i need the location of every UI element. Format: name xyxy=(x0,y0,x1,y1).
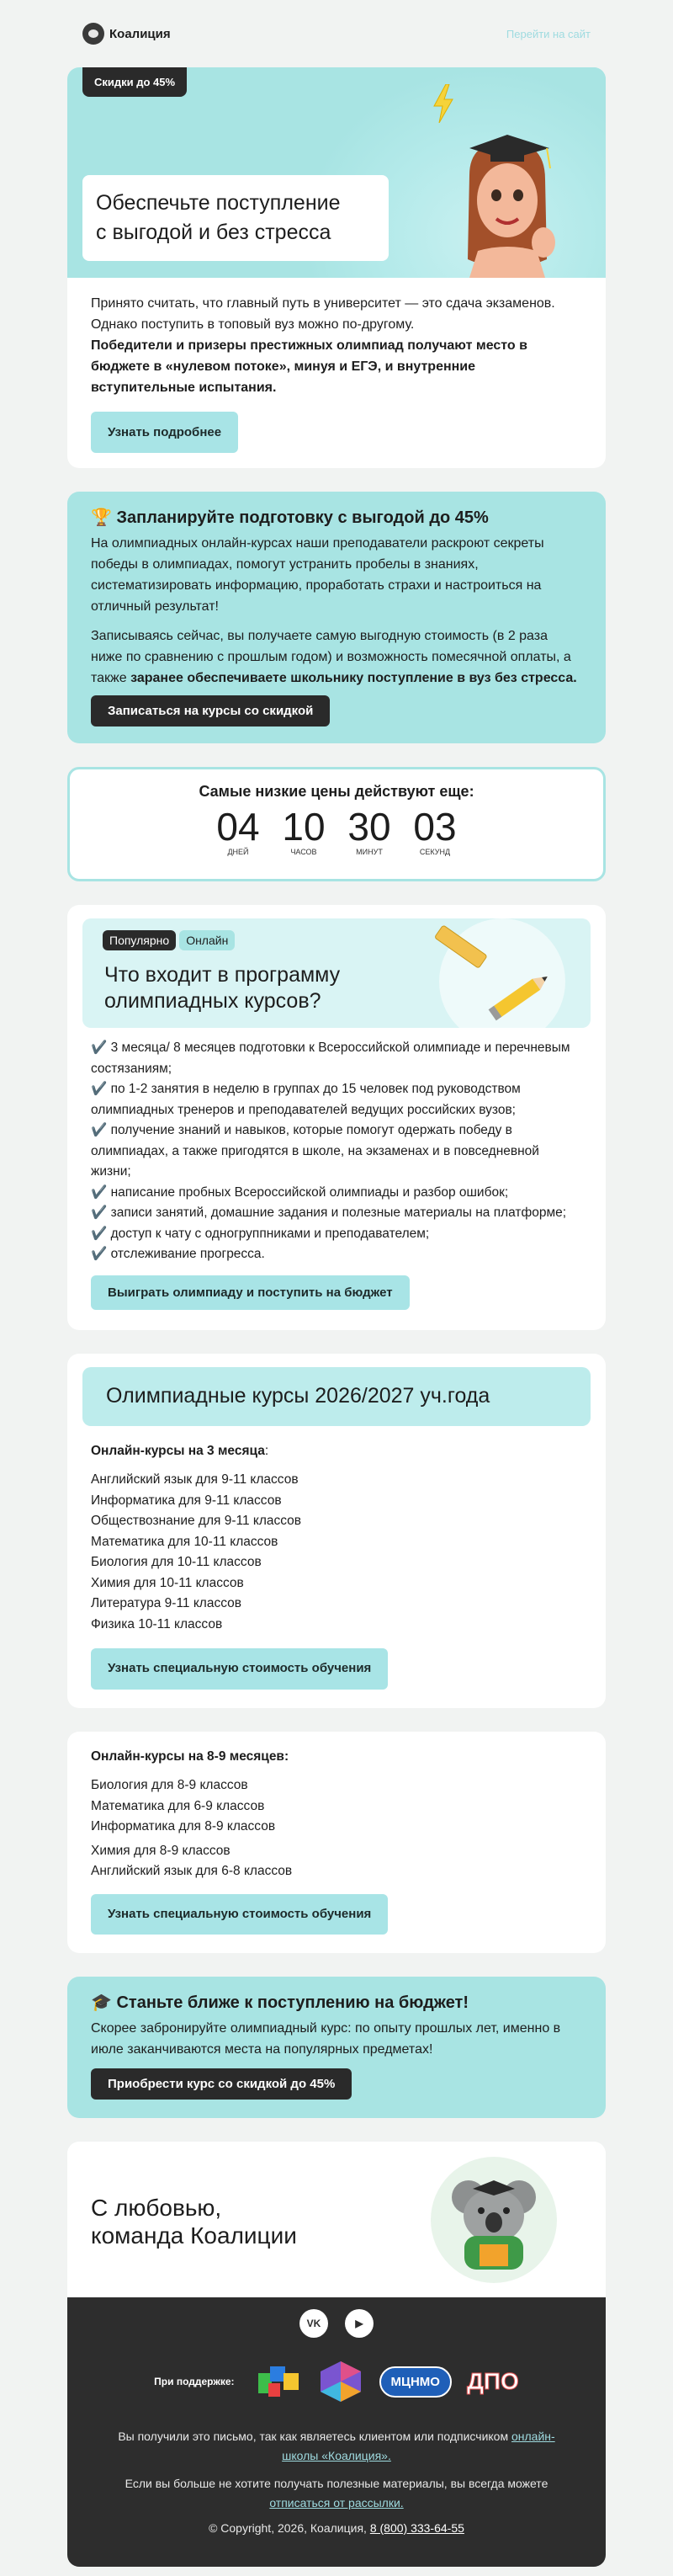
partner-logo-mcnmo: МЦНМО xyxy=(379,2366,452,2398)
special-price-button-3m[interactable]: Узнать специальную стоимость обучения xyxy=(91,1648,388,1690)
program-title-line2: олимпиадных курсов? xyxy=(104,989,321,1013)
course-item: Физика 10-11 классов xyxy=(91,1616,223,1631)
program-header xyxy=(82,918,591,1028)
ruler-icon xyxy=(431,923,490,974)
budget-title: 🎓 Станьте ближе к поступлению на бюджет! xyxy=(91,1993,469,2012)
list-item: ✔️ 3 месяца/ 8 месяцев подготовки к Всероссийской олимпиаде и перечневым состязаниям; xyxy=(91,1041,570,1076)
hero-text xyxy=(67,278,606,468)
hero-card xyxy=(67,67,606,468)
koala-mascot-illustration xyxy=(431,2157,557,2283)
list-item: ✔️ записи занятий, домашние задания и полезные материалы на платформе; xyxy=(91,1206,567,1220)
timer-minutes-label: МИНУТ xyxy=(356,848,383,856)
timer-hours-label: ЧАСОВ xyxy=(290,848,317,856)
list-item: ✔️ написание пробных Всероссийской олимпиады и разбор ошибок; xyxy=(91,1184,509,1200)
popular-tag: Популярно xyxy=(103,930,176,950)
go-to-site-link[interactable]: Перейти на сайт xyxy=(506,27,591,40)
timer-days xyxy=(209,806,268,856)
program-list xyxy=(67,1028,606,1265)
signature-line1: С любовью, xyxy=(91,2195,222,2221)
pencil-icon xyxy=(485,966,560,1025)
courses-3-subtitle xyxy=(91,1441,582,1462)
course-item: Химия для 10-11 классов xyxy=(91,1575,244,1590)
timer-hours xyxy=(274,806,333,856)
list-item: ✔️ отслеживание прогресса. xyxy=(91,1247,265,1261)
budget-card xyxy=(67,1977,606,2118)
list-item: ✔️ доступ к чату с одногруппниками и преподавателем; xyxy=(91,1226,430,1241)
course-item: Литература 9-11 классов xyxy=(91,1596,241,1610)
footer-info xyxy=(67,2427,606,2513)
course-item: Английский язык для 6-8 классов xyxy=(91,1864,293,1878)
signature-line2: команда Коалиции xyxy=(91,2222,297,2249)
course-item: Математика для 6-9 классов xyxy=(91,1798,265,1813)
unsubscribe-link[interactable]: отписаться от рассылки. xyxy=(269,2496,404,2509)
list-item: ✔️ получение знаний и навыков, которые помогут одержать победу в олимпиадах, а также пригодятся в школе, на экзаменах и в повседневной жизни; xyxy=(91,1123,539,1179)
course-item: Биология для 8-9 классов xyxy=(91,1778,248,1792)
koala-icon xyxy=(431,2157,557,2283)
course-item: Обществознание для 9-11 классов xyxy=(91,1514,302,1528)
online-tag: Онлайн xyxy=(179,930,235,950)
koala-logo-icon xyxy=(82,23,104,45)
email-header xyxy=(67,0,606,67)
plan-title: 🏆 Запланируйте подготовку с выгодой до 45% xyxy=(91,508,489,527)
timer-minutes xyxy=(340,806,399,856)
courses-8-subtitle: Онлайн-курсы на 8-9 месяцев: xyxy=(91,1748,289,1764)
discount-badge: Скидки до 45% xyxy=(82,67,187,97)
course-item: Биология для 10-11 классов xyxy=(91,1555,262,1569)
hero-paragraph: Принято считать, что главный путь в университет — это сдача экзаменов. Однако поступить в топовый вуз можно по-другому. xyxy=(91,296,555,332)
learn-more-button[interactable]: Узнать подробнее xyxy=(91,412,238,453)
youtube-icon[interactable]: ▶ xyxy=(345,2309,374,2338)
hero-title xyxy=(82,175,389,261)
footer-text-2: Если вы больше не хотите получать полезные материалы, вы всегда можете xyxy=(125,2477,548,2490)
vk-icon[interactable]: VK xyxy=(299,2309,328,2338)
partner-logo-1 xyxy=(255,2361,302,2402)
enroll-discount-button[interactable]: Записаться на курсы со скидкой xyxy=(91,695,330,726)
copyright xyxy=(67,2521,606,2535)
signature-text xyxy=(91,2194,297,2249)
plan-paragraph-2-bold: заранее обеспечиваете школьнику поступление в вуз без стресса. xyxy=(130,671,577,685)
social-links xyxy=(67,2297,606,2338)
student-avatar-illustration xyxy=(453,116,562,278)
win-olympiad-button[interactable]: Выиграть олимпиаду и поступить на бюджет xyxy=(91,1275,410,1310)
phone-link[interactable]: 8 (800) 333-64-55 xyxy=(369,2521,464,2535)
brand-name: Коалиция xyxy=(109,26,171,41)
hero-paragraph-bold: Победители и призеры престижных олимпиад получают место в бюджете в «нулевом потоке», минуя и ЕГЭ, и внутренние вступительные испытания. xyxy=(91,338,527,395)
email-footer xyxy=(67,2297,606,2567)
plan-paragraph-2: Записываясь сейчас, вы получаете самую выгодную стоимость (в 2 раза ниже по сравнению с прошлым годом) и возможность помесячной оплаты, а также xyxy=(91,629,571,685)
course-item: Математика для 10-11 классов xyxy=(91,1534,278,1549)
signature-card xyxy=(67,2142,606,2297)
course-item: Английский язык для 9-11 классов xyxy=(91,1472,299,1487)
courses-header: Олимпиадные курсы 2026/2027 уч.года xyxy=(82,1367,591,1426)
courses-3-subtitle-colon: : xyxy=(264,1443,269,1458)
list-item: ✔️ по 1-2 занятия в неделю в группах до 15 человек под руководством олимпиадных тренеров и преподавателей ведущих российских вузов; xyxy=(91,1082,521,1117)
partners-label: При поддержке: xyxy=(154,2376,235,2387)
hero-title-line1: Обеспечьте поступление xyxy=(96,191,341,215)
partner-logo-2 xyxy=(317,2360,364,2403)
hero-title-line2: с выгодой и без стресса xyxy=(96,221,331,244)
brand-logo[interactable] xyxy=(82,23,171,45)
timer-seconds-value: 03 xyxy=(413,805,457,849)
partner-logo-dpo: ДПО xyxy=(466,2368,519,2394)
budget-text: Скорее забронируйте олимпиадный курс: по опыту прошлых лет, именно в июле заканчиваются места на популярных предметах! xyxy=(91,2021,561,2057)
program-title-line1: Что входит в программу xyxy=(104,963,341,987)
timer-seconds-label: СЕКУНД xyxy=(419,848,451,856)
timer-days-value: 04 xyxy=(216,805,260,849)
footer-text-1: Вы получили это письмо, так как являетесь клиентом или подписчиком xyxy=(118,2430,511,2443)
course-item: Информатика для 8-9 классов xyxy=(91,1819,276,1834)
timer-seconds xyxy=(405,806,464,856)
course-item: Химия для 8-9 классов xyxy=(91,1843,231,1858)
course-item: Информатика для 9-11 классов xyxy=(91,1493,282,1508)
countdown-timer xyxy=(67,767,606,881)
program-title xyxy=(104,962,340,1014)
hero-banner xyxy=(67,67,606,278)
plan-paragraph-1: На олимпиадных онлайн-курсах наши преподаватели раскроют секреты победы в олимпиадах, помогут устранить пробелы в знаниях, систематизировать информацию, проработать страхи и настроиться на отличный результат! xyxy=(91,536,544,614)
copyright-text: © Copyright, 2026, Коалиция, xyxy=(209,2521,370,2535)
buy-course-button[interactable]: Приобрести курс со скидкой до 45% xyxy=(91,2068,352,2100)
courses-8-months-card xyxy=(67,1732,606,1954)
partners xyxy=(67,2360,606,2403)
courses-3-months-card xyxy=(67,1354,606,1708)
special-price-button-8m[interactable]: Узнать специальную стоимость обучения xyxy=(91,1894,388,1935)
timer-hours-value: 10 xyxy=(282,805,326,849)
timer-days-label: ДНЕЙ xyxy=(227,848,249,856)
courses-3-subtitle-text: Онлайн-курсы на 3 месяца xyxy=(91,1443,265,1458)
timer-minutes-value: 30 xyxy=(347,805,391,849)
timer-title: Самые низкие цены действуют еще: xyxy=(199,783,474,800)
program-card xyxy=(67,905,606,1330)
plan-card xyxy=(67,492,606,743)
school-link[interactable]: онлайн-школы «Коалиция». xyxy=(282,2430,555,2462)
